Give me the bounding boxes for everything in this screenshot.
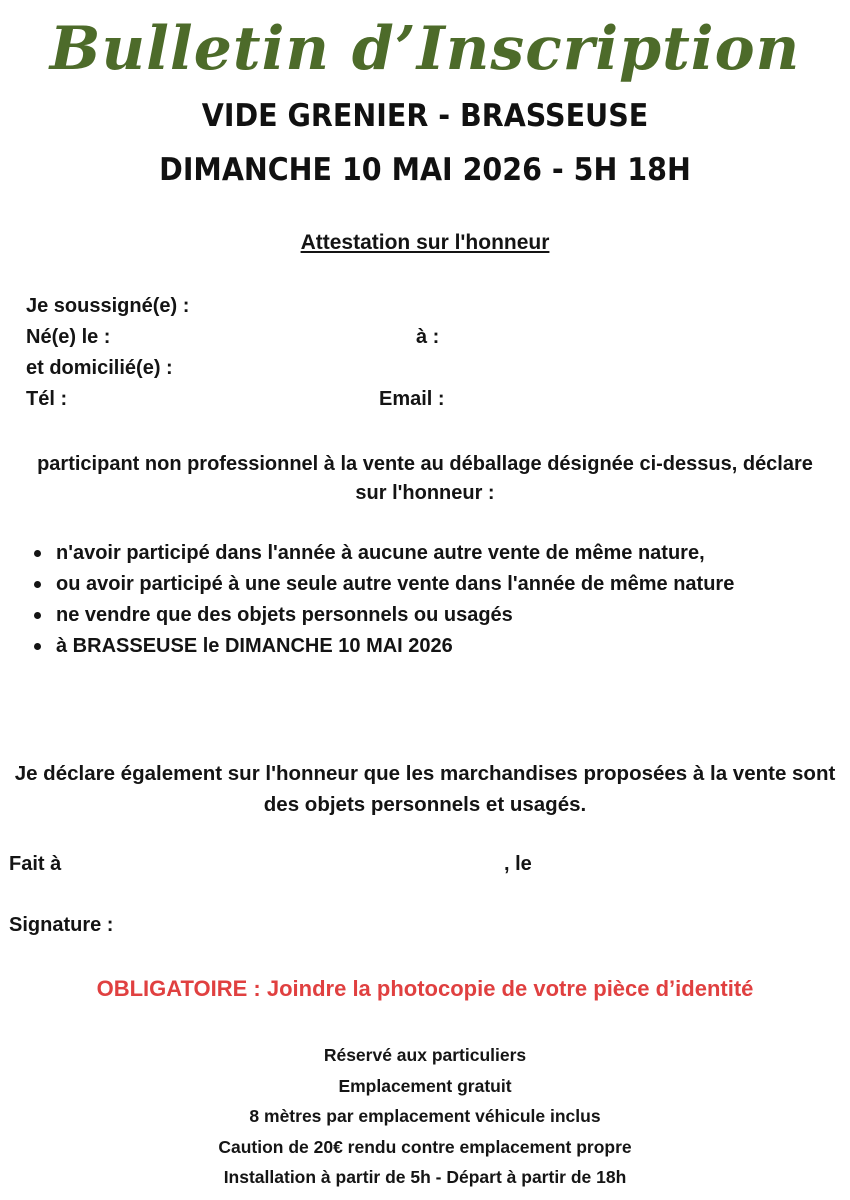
phone-field-label: Tél : [26,388,68,410]
address-field-label: et domicilié(e) : [26,357,173,379]
footer-info [0,1040,850,1193]
list-item: ou avoir participé à une seule autre vente dans l'année de même nature [56,569,850,600]
date-field-label: , le [504,853,532,875]
event-date: DIMANCHE 10 MAI 2026 - 5H 18H [159,152,691,188]
declaration-list [26,538,850,662]
footer-line: Caution de 20€ rendu contre emplacement propre [218,1136,632,1157]
footer-line: 8 mètres par emplacement véhicule inclus [249,1106,601,1126]
footer-line: Réservé aux particuliers [323,1045,527,1065]
form-title: Bulletin d’Inscription [49,14,801,84]
email-field-label: Email : [379,388,445,410]
list-item: à BRASSEUSE le DIMANCHE 10 MAI 2026 [56,631,850,662]
signature-field-label: Signature : [9,914,114,936]
list-item: ne vendre que des objets personnels ou usagés [56,600,850,631]
event-name: VIDE GRENIER - BRASSEUSE [201,98,649,134]
fait-a-field-label: Fait à [9,853,62,875]
footer-line: Installation à partir de 5h - Départ à partir de 18h [223,1167,627,1187]
footer-line: Emplacement gratuit [338,1075,512,1096]
birth-date-field-label: Né(e) le : [26,326,111,348]
list-item: n'avoir participé dans l'année à aucune autre vente de même nature, [56,538,850,569]
soussigne-field-label: Je soussigné(e) : [26,295,190,317]
attestation-heading: Attestation sur l'honneur [300,231,550,254]
declaration-intro: participant non professionnel à la vente au déballage désignée ci-dessus, déclare sur l'honneur : [37,453,813,504]
declaration-closing: Je déclare également sur l'honneur que les marchandises proposées à la vente sont des objets personnels et usagés. [14,762,836,816]
mandatory-notice: OBLIGATOIRE : Joindre la photocopie de votre pièce d’identité [96,976,754,1001]
birth-place-field-label: à : [416,326,440,348]
